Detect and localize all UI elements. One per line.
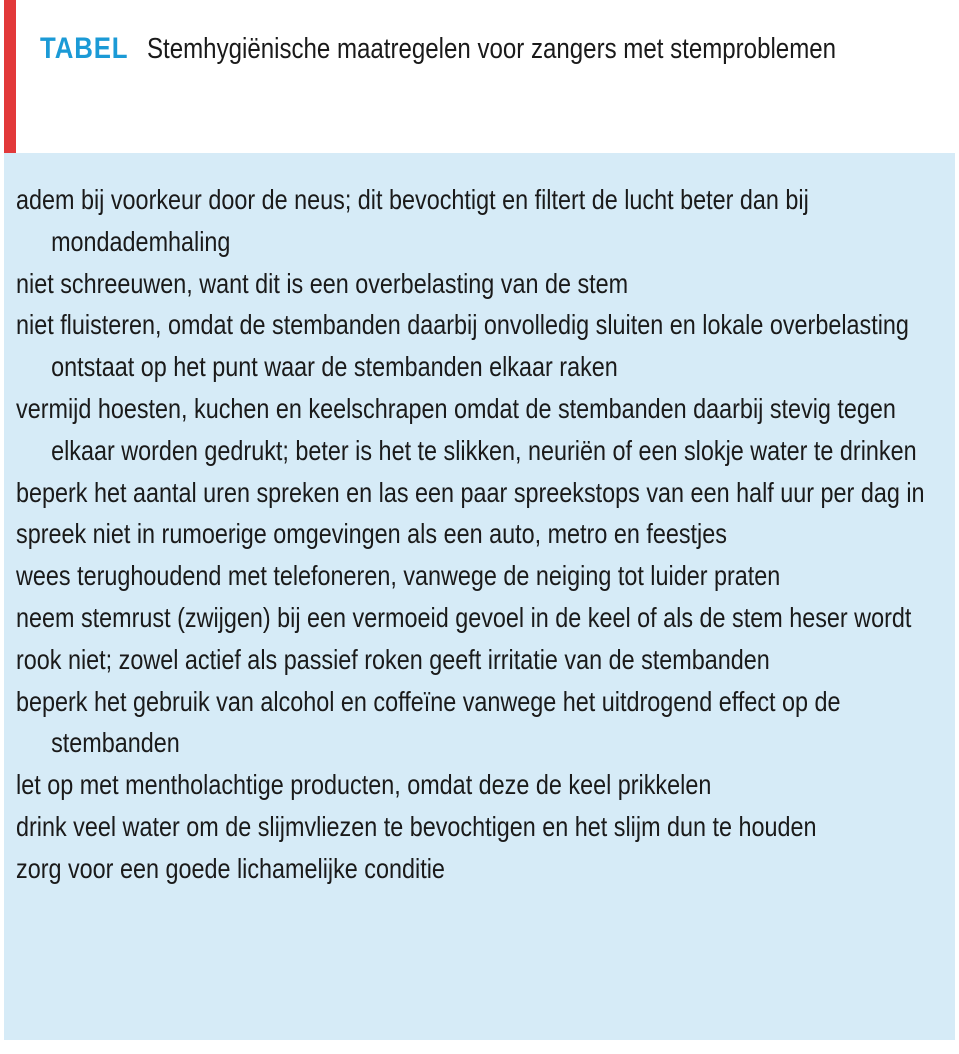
- accent-bar: [4, 0, 16, 153]
- list-item: wees terughoudend met telefoneren, vanwege de neiging tot luider praten: [16, 560, 781, 592]
- table-header: [40, 32, 949, 76]
- list-item: niet fluisteren, omdat de stembanden daarbij onvolledig sluiten en lokale overbelasting ontstaat op het punt waar de stembanden elkaar raken: [16, 309, 909, 383]
- table-label: TABEL: [40, 32, 129, 65]
- table-panel: [4, 153, 955, 1040]
- table-title: Stemhygiënische maatregelen voor zangers met stemproblemen: [146, 33, 836, 65]
- list-item: beperk het gebruik van alcohol en coffeïne vanwege het uitdrogend effect op de stembanden: [16, 685, 841, 759]
- list-item: rook niet; zowel actief als passief roken geeft irritatie van de stembanden: [16, 643, 770, 675]
- list-item: zorg voor een goede lichamelijke conditie: [16, 852, 445, 884]
- list-item: let op met mentholachtige producten, omdat deze de keel prikkelen: [16, 769, 712, 801]
- list-item: niet schreeuwen, want dit is een overbelasting van de stem: [16, 267, 629, 299]
- list-item: spreek niet in rumoerige omgevingen als een auto, metro en feestjes: [16, 518, 727, 550]
- list-item: beperk het aantal uren spreken en las een paar spreekstops van een half uur per dag in: [16, 476, 925, 508]
- list-item: vermijd hoesten, kuchen en keelschrapen omdat de stembanden daarbij stevig tegen elkaar worden gedrukt; beter is het te slikken, neuriën of een slokje water te drinken: [16, 392, 917, 466]
- list-item: drink veel water om de slijmvliezen te bevochtigen en het slijm dun te houden: [16, 810, 817, 842]
- list-item: adem bij voorkeur door de neus; dit bevochtigt en filtert de lucht beter dan bij mondademhaling: [16, 184, 809, 257]
- measures-list: [16, 179, 935, 890]
- list-item: neem stemrust (zwijgen) bij een vermoeid gevoel in de keel of als de stem heser wordt: [16, 601, 912, 633]
